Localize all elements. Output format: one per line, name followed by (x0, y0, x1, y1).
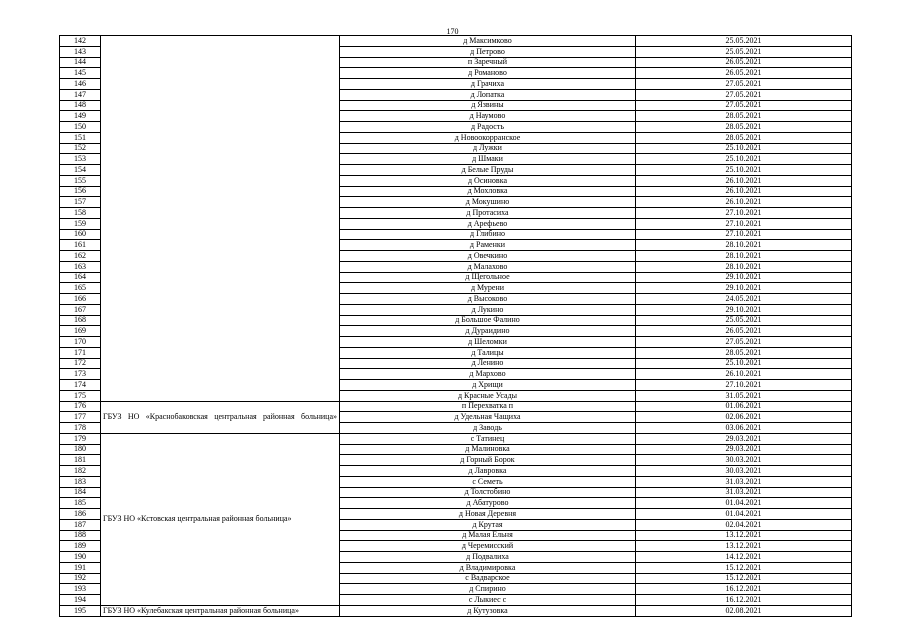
row-number: 170 (60, 337, 101, 348)
date-cell: 31.03.2021 (636, 476, 852, 487)
date-cell: 15.12.2021 (636, 562, 852, 573)
date-cell: 16.12.2021 (636, 595, 852, 606)
locality-cell: д Петрово (340, 46, 636, 57)
date-cell: 31.05.2021 (636, 390, 852, 401)
locality-cell: д Радость (340, 122, 636, 133)
row-number: 180 (60, 444, 101, 455)
row-number: 162 (60, 251, 101, 262)
date-cell: 27.10.2021 (636, 380, 852, 391)
locality-cell: д Большое Фалино (340, 315, 636, 326)
date-cell: 15.12.2021 (636, 573, 852, 584)
organization-cell: ГБУЗ НО «Краснобаковская центральная районная больница» (101, 401, 340, 433)
row-number: 177 (60, 412, 101, 423)
date-cell: 01.06.2021 (636, 401, 852, 412)
locality-cell: д Талицы (340, 347, 636, 358)
locality-cell: с Семеть (340, 476, 636, 487)
row-number: 187 (60, 519, 101, 530)
row-number: 183 (60, 476, 101, 487)
date-cell: 25.10.2021 (636, 358, 852, 369)
locality-cell: д Черемисский (340, 541, 636, 552)
locality-cell: д Шмаки (340, 154, 636, 165)
date-cell: 29.03.2021 (636, 433, 852, 444)
date-cell: 25.10.2021 (636, 143, 852, 154)
row-number: 193 (60, 584, 101, 595)
row-number: 194 (60, 595, 101, 606)
date-cell: 25.05.2021 (636, 315, 852, 326)
row-number: 143 (60, 46, 101, 57)
locality-cell: д Заводь (340, 423, 636, 434)
row-number: 147 (60, 89, 101, 100)
date-cell: 27.05.2021 (636, 337, 852, 348)
row-number: 164 (60, 272, 101, 283)
row-number: 168 (60, 315, 101, 326)
organization-cell: ГБУЗ НО «Кстовская центральная районная больница» (101, 433, 340, 605)
date-cell: 27.05.2021 (636, 79, 852, 90)
date-cell: 28.05.2021 (636, 111, 852, 122)
row-number: 157 (60, 197, 101, 208)
date-cell: 27.05.2021 (636, 100, 852, 111)
row-number: 150 (60, 122, 101, 133)
row-number: 142 (60, 36, 101, 47)
row-number: 173 (60, 369, 101, 380)
row-number: 192 (60, 573, 101, 584)
row-number: 179 (60, 433, 101, 444)
date-cell: 02.06.2021 (636, 412, 852, 423)
locality-cell: д Новоокорранское (340, 132, 636, 143)
locality-cell: с Вадварское (340, 573, 636, 584)
row-number: 154 (60, 165, 101, 176)
row-number: 195 (60, 605, 101, 616)
table-row (60, 401, 852, 412)
date-cell: 30.03.2021 (636, 455, 852, 466)
date-cell: 25.10.2021 (636, 165, 852, 176)
locality-cell: д Малахово (340, 261, 636, 272)
row-number: 167 (60, 304, 101, 315)
locality-cell: д Мурени (340, 283, 636, 294)
row-number: 176 (60, 401, 101, 412)
table-row (60, 36, 852, 47)
date-cell: 26.10.2021 (636, 369, 852, 380)
locality-cell: д Наумово (340, 111, 636, 122)
row-number: 151 (60, 132, 101, 143)
date-cell: 30.03.2021 (636, 466, 852, 477)
locality-cell: д Спирино (340, 584, 636, 595)
date-cell: 27.05.2021 (636, 89, 852, 100)
row-number: 181 (60, 455, 101, 466)
date-cell: 27.10.2021 (636, 229, 852, 240)
row-number: 144 (60, 57, 101, 68)
date-cell: 25.05.2021 (636, 36, 852, 47)
locality-cell: д Язвины (340, 100, 636, 111)
row-number: 156 (60, 186, 101, 197)
locality-cell: д Мокушино (340, 197, 636, 208)
row-number: 184 (60, 487, 101, 498)
locality-cell: д Владимировка (340, 562, 636, 573)
locality-cell: д Раменки (340, 240, 636, 251)
locality-cell: д Максимково (340, 36, 636, 47)
date-cell: 27.10.2021 (636, 218, 852, 229)
locality-cell: д Лавровка (340, 466, 636, 477)
page-number: 170 (446, 27, 459, 36)
row-number: 185 (60, 498, 101, 509)
locality-cell: д Лопатка (340, 89, 636, 100)
locality-cell: п Заречный (340, 57, 636, 68)
locality-cell: д Кутузовка (340, 605, 636, 616)
date-cell: 13.12.2021 (636, 541, 852, 552)
locality-cell: д Осиновка (340, 175, 636, 186)
locality-cell: д Грачиха (340, 79, 636, 90)
locality-cell: д Шеломки (340, 337, 636, 348)
row-number: 166 (60, 294, 101, 305)
row-number: 158 (60, 208, 101, 219)
row-number: 175 (60, 390, 101, 401)
date-cell: 03.06.2021 (636, 423, 852, 434)
date-cell: 28.05.2021 (636, 347, 852, 358)
date-cell: 14.12.2021 (636, 552, 852, 563)
locality-cell: д Горный Борок (340, 455, 636, 466)
row-number: 172 (60, 358, 101, 369)
date-cell: 02.04.2021 (636, 519, 852, 530)
locality-cell: д Крутая (340, 519, 636, 530)
date-cell: 01.04.2021 (636, 509, 852, 520)
row-number: 160 (60, 229, 101, 240)
row-number: 145 (60, 68, 101, 79)
row-number: 155 (60, 175, 101, 186)
organization-cell (101, 36, 340, 402)
row-number: 152 (60, 143, 101, 154)
locality-cell: с Татинец (340, 433, 636, 444)
locality-cell: с Лыкиес с (340, 595, 636, 606)
date-cell: 29.10.2021 (636, 304, 852, 315)
row-number: 159 (60, 218, 101, 229)
date-cell: 13.12.2021 (636, 530, 852, 541)
date-cell: 26.10.2021 (636, 175, 852, 186)
row-number: 191 (60, 562, 101, 573)
row-number: 174 (60, 380, 101, 391)
organization-cell: ГБУЗ НО «Кулебакская центральная районная больница» (101, 605, 340, 616)
locality-cell: д Мохловка (340, 186, 636, 197)
locality-cell: д Овечкино (340, 251, 636, 262)
locality-cell: д Лукино (340, 304, 636, 315)
row-number: 186 (60, 509, 101, 520)
row-number: 146 (60, 79, 101, 90)
row-number: 190 (60, 552, 101, 563)
row-number: 153 (60, 154, 101, 165)
date-cell: 27.10.2021 (636, 208, 852, 219)
table-row (60, 433, 852, 444)
date-cell: 26.10.2021 (636, 197, 852, 208)
locality-cell: д Красные Усады (340, 390, 636, 401)
date-cell: 29.10.2021 (636, 272, 852, 283)
locality-cell: д Абатурово (340, 498, 636, 509)
date-cell: 24.05.2021 (636, 294, 852, 305)
date-cell: 25.05.2021 (636, 46, 852, 57)
date-cell: 31.03.2021 (636, 487, 852, 498)
date-cell: 29.03.2021 (636, 444, 852, 455)
locality-cell: д Лужки (340, 143, 636, 154)
row-number: 163 (60, 261, 101, 272)
date-cell: 26.05.2021 (636, 57, 852, 68)
locality-cell: д Толстобино (340, 487, 636, 498)
row-number: 178 (60, 423, 101, 434)
locality-cell: д Новая Деревня (340, 509, 636, 520)
date-cell: 02.08.2021 (636, 605, 852, 616)
locality-cell: д Удельная Чащиха (340, 412, 636, 423)
locality-cell: д Мархово (340, 369, 636, 380)
row-number: 189 (60, 541, 101, 552)
locality-cell: д Малиновка (340, 444, 636, 455)
row-number: 182 (60, 466, 101, 477)
row-number: 188 (60, 530, 101, 541)
date-cell: 16.12.2021 (636, 584, 852, 595)
locality-cell: п Перехватка п (340, 401, 636, 412)
locality-cell: д Ленино (340, 358, 636, 369)
date-cell: 28.05.2021 (636, 132, 852, 143)
row-number: 165 (60, 283, 101, 294)
locality-cell: д Малая Ельня (340, 530, 636, 541)
row-number: 148 (60, 100, 101, 111)
locality-cell: д Глибино (340, 229, 636, 240)
date-cell: 26.10.2021 (636, 186, 852, 197)
locality-cell: д Щегольное (340, 272, 636, 283)
locality-cell: д Протасиха (340, 208, 636, 219)
schedule-table (59, 35, 852, 617)
date-cell: 26.05.2021 (636, 68, 852, 79)
date-cell: 28.05.2021 (636, 122, 852, 133)
date-cell: 25.10.2021 (636, 154, 852, 165)
row-number: 171 (60, 347, 101, 358)
row-number: 169 (60, 326, 101, 337)
locality-cell: д Романово (340, 68, 636, 79)
table-row (60, 605, 852, 616)
row-number: 161 (60, 240, 101, 251)
locality-cell: д Хрищи (340, 380, 636, 391)
date-cell: 28.10.2021 (636, 240, 852, 251)
locality-cell: д Подвалиха (340, 552, 636, 563)
date-cell: 29.10.2021 (636, 283, 852, 294)
row-number: 149 (60, 111, 101, 122)
date-cell: 28.10.2021 (636, 251, 852, 262)
locality-cell: д Белые Пруды (340, 165, 636, 176)
locality-cell: д Высоково (340, 294, 636, 305)
date-cell: 01.04.2021 (636, 498, 852, 509)
locality-cell: д Дураидино (340, 326, 636, 337)
date-cell: 26.05.2021 (636, 326, 852, 337)
date-cell: 28.10.2021 (636, 261, 852, 272)
locality-cell: д Арефьево (340, 218, 636, 229)
